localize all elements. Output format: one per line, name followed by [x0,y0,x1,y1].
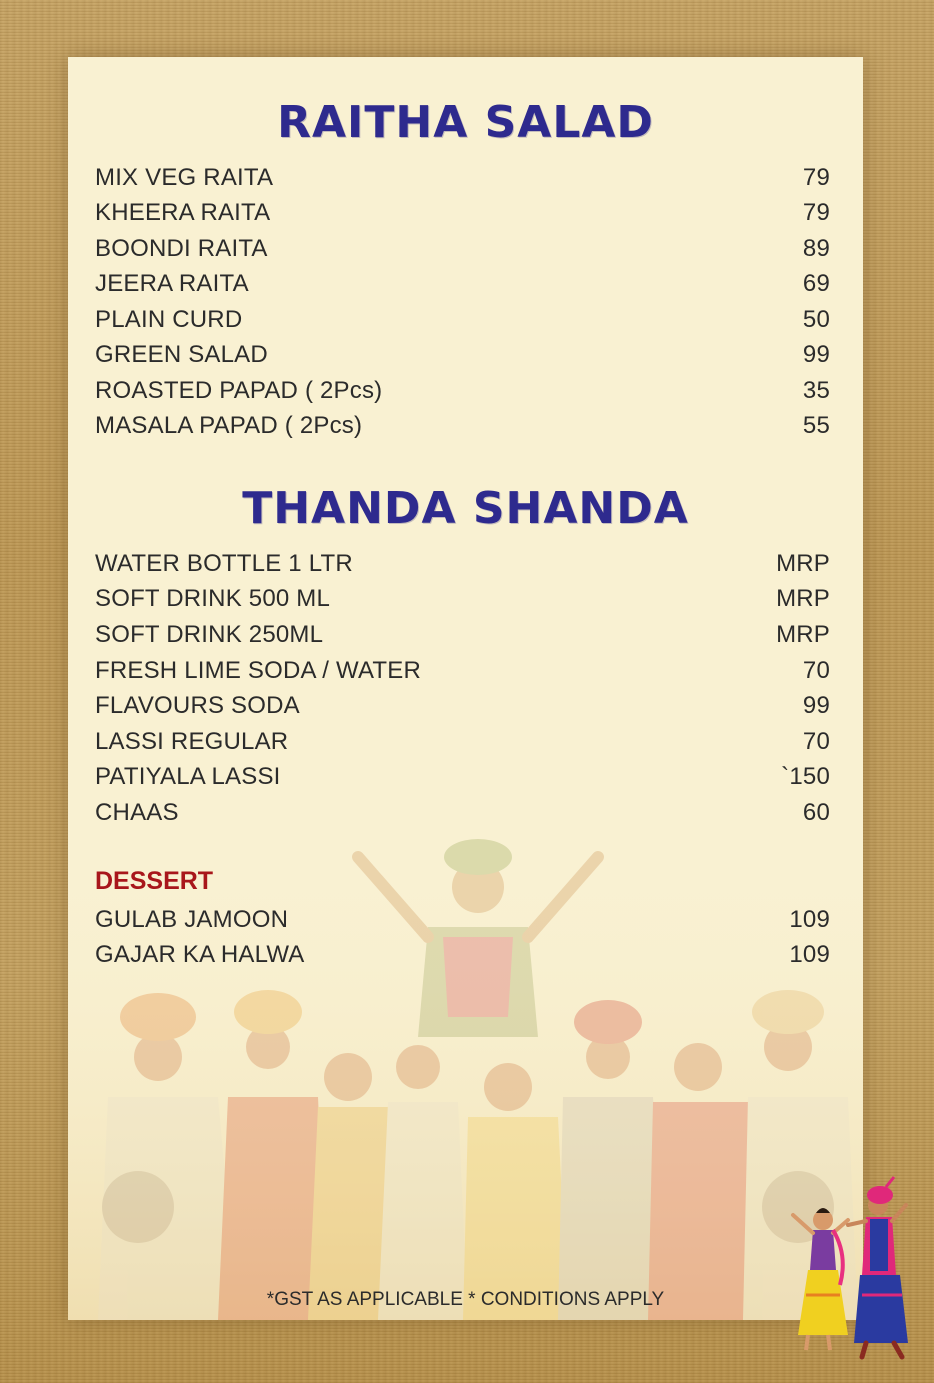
menu-item [95,409,830,443]
item-price: 35 [802,377,830,404]
menu-item [95,267,830,301]
item-price: 89 [802,235,830,262]
item-name: GAJAR KA HALWA [95,941,305,968]
item-name: JEERA RAITA [95,270,249,297]
item-price: 60 [802,799,830,826]
item-price: 69 [802,270,830,297]
item-price: 99 [802,341,830,368]
item-price: 79 [802,164,830,191]
menu-item [95,374,830,408]
item-price: 70 [802,657,830,684]
menu-item [95,760,830,794]
item-name: PATIYALA LASSI [95,763,281,790]
menu-item [95,796,830,830]
item-price: 70 [802,728,830,755]
menu-item [95,725,830,759]
section-title-dessert: DESSERT [95,867,214,895]
item-price: 55 [802,412,830,439]
menu-item [95,232,830,266]
item-price: MRP [776,550,830,577]
dancing-couple-illustration [778,1175,918,1365]
menu-item [95,903,830,937]
item-price: `150 [781,763,830,790]
item-name: SOFT DRINK 500 ML [95,585,331,612]
item-name: KHEERA RAITA [95,199,271,226]
item-name: MASALA PAPAD ( 2Pcs) [95,412,363,439]
section-title-raitha-salad: RAITHA SALAD [277,97,654,148]
item-price: 109 [789,906,830,933]
menu-item [95,547,830,581]
item-price: 99 [802,692,830,719]
menu-item [95,196,830,230]
item-name: SOFT DRINK 250ML [95,621,324,648]
item-name: CHAAS [95,799,179,826]
item-name: LASSI REGULAR [95,728,289,755]
section-title-thanda-shanda: THANDA SHANDA [242,483,689,534]
item-name: GREEN SALAD [95,341,268,368]
footer-note: *GST AS APPLICABLE * CONDITIONS APPLY [266,1289,665,1310]
item-name: FLAVOURS SODA [95,692,300,719]
menu-item [95,338,830,372]
item-name: FRESH LIME SODA / WATER [95,657,421,684]
item-name: MIX VEG RAITA [95,164,274,191]
item-price: MRP [776,621,830,648]
item-name: ROASTED PAPAD ( 2Pcs) [95,377,383,404]
menu-card [68,57,863,1320]
item-price: 109 [789,941,830,968]
menu-item [95,938,830,972]
item-name: WATER BOTTLE 1 LTR [95,550,353,577]
menu-item [95,303,830,337]
item-name: PLAIN CURD [95,306,243,333]
item-price: 50 [802,306,830,333]
menu-item [95,654,830,688]
menu-item [95,161,830,195]
menu-item [95,618,830,652]
menu-item [95,582,830,616]
menu-item [95,689,830,723]
item-price: 79 [802,199,830,226]
item-price: MRP [776,585,830,612]
item-name: BOONDI RAITA [95,235,268,262]
item-name: GULAB JAMOON [95,906,289,933]
